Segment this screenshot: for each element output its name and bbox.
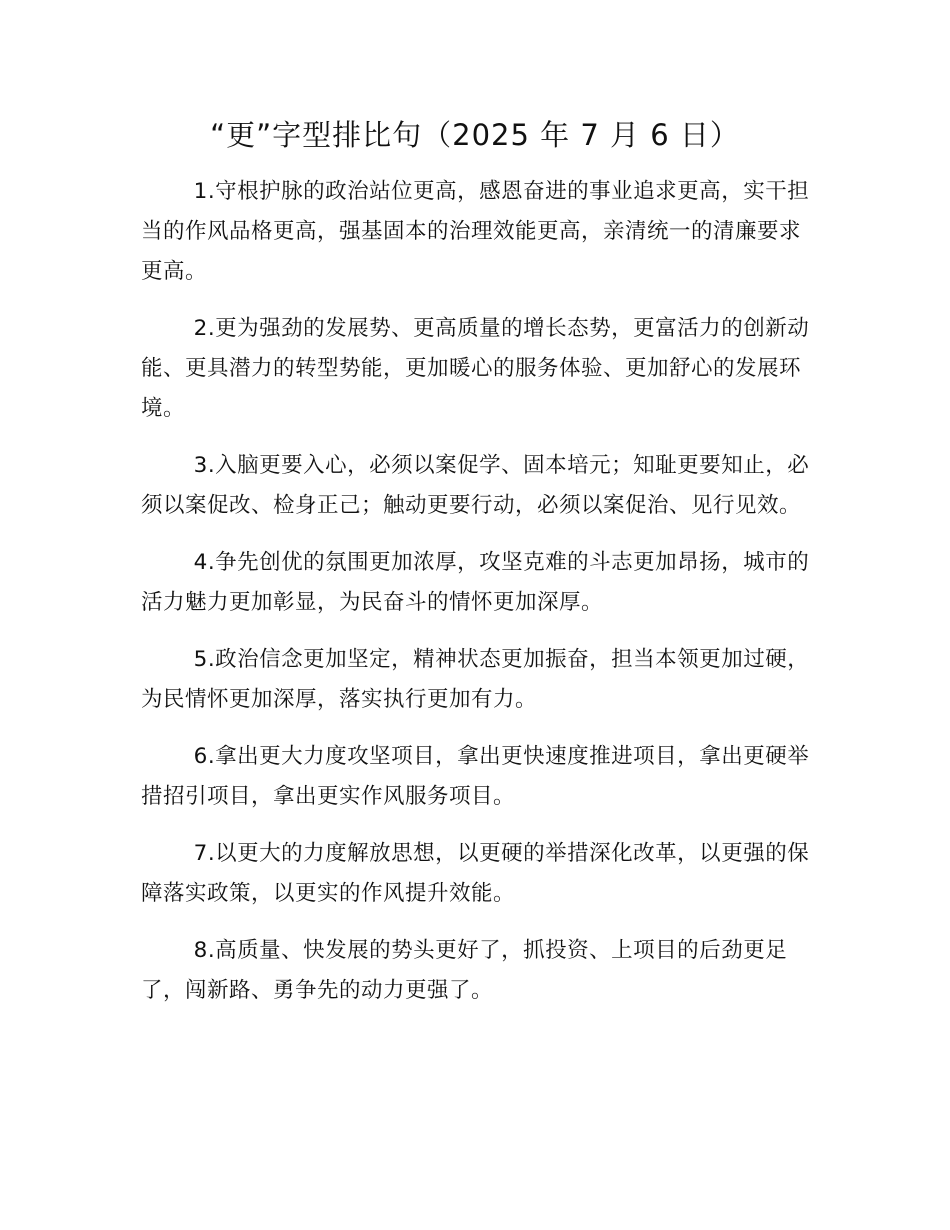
paragraph-2: 2.更为强劲的发展势、更高质量的增长态势，更富活力的创新动能、更具潜力的转型势能，更加暖心的服务体验、更加舒心的发展环境。 [141, 316, 810, 421]
paragraph-6: 6.拿出更大力度攻坚项目，拿出更快速度推进项目，拿出更硬举措招引项目，拿出更实作风服务项目。 [141, 744, 810, 809]
paragraph-8: 8.高质量、快发展的势头更好了，抓投资、上项目的后劲更足了，闯新路、勇争先的动力更强了。 [141, 938, 788, 1003]
paragraph-3: 3.入脑更要入心，必须以案促学、固本培元；知耻更要知止，必须以案促改、检身正己；触动更要行动，必须以案促治、见行见效。 [141, 453, 810, 518]
paragraph-4: 4.争先创优的氛围更加浓厚，攻坚克难的斗志更加昂扬，城市的活力魅力更加彰显，为民奋斗的情怀更加深厚。 [141, 550, 810, 615]
paragraph-7: 7.以更大的力度解放思想，以更硬的举措深化改革，以更强的保障落实政策，以更实的作风提升效能。 [141, 841, 810, 906]
paragraph-1: 1.守根护脉的政治站位更高，感恩奋进的事业追求更高，实干担当的作风品格更高，强基固本的治理效能更高，亲清统一的清廉要求更高。 [141, 179, 810, 284]
document-body [141, 172, 821, 1028]
document-title: “更”字型排比句（2025 年 7 月 6 日） [210, 118, 740, 152]
paragraph-5: 5.政治信念更加坚定，精神状态更加振奋，担当本领更加过硬，为民情怀更加深厚，落实执行更加有力。 [141, 647, 810, 712]
